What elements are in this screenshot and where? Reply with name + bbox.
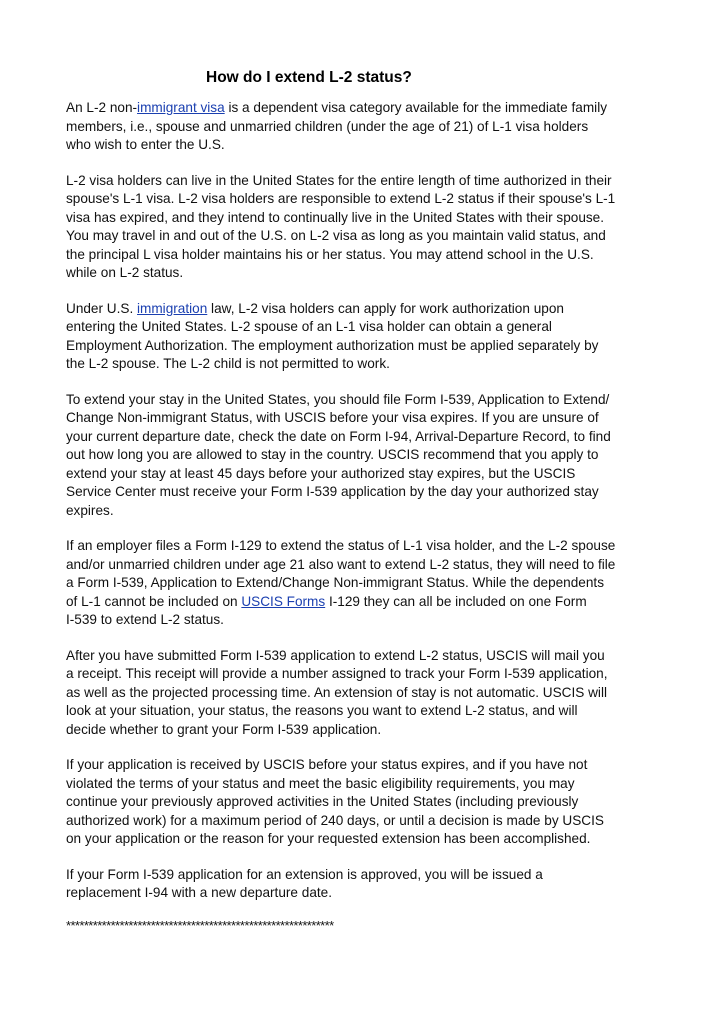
paragraph-line: on your application or the reason for your requested extension has been accomplished. xyxy=(66,831,591,846)
paragraph-after-submission xyxy=(66,647,664,740)
paragraph-line: replacement I-94 with a new departure date. xyxy=(66,885,332,900)
paragraph-intro xyxy=(66,99,664,155)
text-run: of L-1 cannot be included on xyxy=(66,593,242,609)
paragraph-line: a receipt. This receipt will provide a number assigned to track your Form I-539 application, xyxy=(66,666,608,681)
paragraph-extend-stay xyxy=(66,391,664,521)
text-run: I-129 they can all be included on one Form xyxy=(325,593,587,609)
paragraph-line: L-2 visa holders can live in the United States for the entire length of time authorized in their xyxy=(66,172,612,188)
text-run: is a dependent visa category available for the immediate family xyxy=(224,100,608,115)
paragraph-line: After you have submitted Form I-539 application to extend L-2 status, USCIS will mail you xyxy=(66,647,605,663)
paragraph-line: as well as the projected processing time. An extension of stay is not automatic. USCIS will xyxy=(66,684,607,700)
paragraph-line: To extend your stay in the United States, you should file Form I-539, Application to Extend/ xyxy=(66,391,610,407)
paragraph-employer-filing xyxy=(66,537,664,630)
paragraph-line: continue your previously approved activities in the United States (including previously xyxy=(66,794,579,809)
paragraph-received-before-expiry xyxy=(66,756,664,849)
paragraph-line: authorized work) for a maximum period of 240 days, or until a decision is made by USCIS xyxy=(66,812,604,828)
immigrant-visa-link[interactable]: immigrant visa xyxy=(137,100,225,115)
paragraph-line: If an employer files a Form I-129 to extend the status of L-1 visa holder, and the L-2 spouse xyxy=(66,538,616,553)
text-run: law, L-2 visa holders can apply for work authorization upon xyxy=(207,300,564,316)
paragraph-l2-holders xyxy=(66,172,664,283)
paragraph-line: who wish to enter the U.S. xyxy=(66,137,225,152)
paragraph-line: If your application is received by USCIS before your status expires, and if you have not xyxy=(66,757,588,772)
paragraph-line: spouse's L-1 visa. L-2 visa holders are responsible to extend L-2 status if their spouse's L-1 xyxy=(66,191,616,206)
paragraph-line: your current departure date, check the date on Form I-94, Arrival-Departure Record, to find xyxy=(66,428,611,444)
paragraph-line: If your Form I-539 application for an extension is approved, you will be issued a xyxy=(66,866,543,882)
paragraph-line: members, i.e., spouse and unmarried children (under the age of 21) of L-1 visa holders xyxy=(66,118,589,134)
paragraph-line: Change Non-immigrant Status, with USCIS before your visa expires. If you are unsure of xyxy=(66,410,599,425)
paragraph-line: and/or unmarried children under age 21 also want to extend L-2 status, they will need to file xyxy=(66,556,616,572)
document-page xyxy=(66,68,664,934)
paragraph-line: out how long you are allowed to stay in the country. USCIS recommend that you apply to xyxy=(66,447,599,462)
paragraph-line: look at your situation, your status, the reasons you want to extend L-2 status, and will xyxy=(66,703,578,718)
paragraph-approved xyxy=(66,866,664,903)
paragraph-line: expires. xyxy=(66,502,114,518)
paragraph-line: decide whether to grant your Form I-539 application. xyxy=(66,721,382,737)
paragraph-line xyxy=(66,593,664,612)
paragraph-line: entering the United States. L-2 spouse of an L-1 visa holder can obtain a general xyxy=(66,319,552,334)
paragraph-line: extend your stay at least 45 days before your authorized stay expires, but the USCIS xyxy=(66,465,576,481)
paragraph-line: I-539 to extend L-2 status. xyxy=(66,612,224,627)
paragraph-line: You may travel in and out of the U.S. on L-2 visa as long as you maintain valid status, and xyxy=(66,228,606,243)
asterisk-separator: ************************************************************ xyxy=(66,917,334,933)
text-run: Under U.S. xyxy=(66,300,138,316)
paragraph-line: violated the terms of your status and meet the basic eligibility requirements, you may xyxy=(66,775,575,791)
paragraph-line: the principal L visa holder maintains his or her status. You may attend school in the U.S. xyxy=(66,246,594,262)
paragraph-line xyxy=(66,99,664,118)
paragraph-line xyxy=(66,300,664,319)
uscis-forms-link[interactable]: USCIS Forms xyxy=(241,593,326,609)
paragraph-line: a Form I-539, Application to Extend/Change Non-immigrant Status. While the dependents xyxy=(66,575,605,590)
text-run: An L-2 non- xyxy=(66,100,138,115)
immigration-link[interactable]: immigration xyxy=(137,300,208,316)
paragraph-line: the L-2 spouse. The L-2 child is not permitted to work. xyxy=(66,356,390,371)
paragraph-line: Service Center must receive your Form I-539 application by the day your authorized stay xyxy=(66,484,599,499)
paragraph-line: visa has expired, and they intend to continually live in the United States with their spouse. xyxy=(66,209,605,225)
paragraph-work-authorization xyxy=(66,300,664,374)
page-title: How do I extend L-2 status? xyxy=(206,69,412,86)
paragraph-line: Employment Authorization. The employment authorization must be applied separately by xyxy=(66,337,599,353)
paragraph-line: while on L-2 status. xyxy=(66,265,184,280)
